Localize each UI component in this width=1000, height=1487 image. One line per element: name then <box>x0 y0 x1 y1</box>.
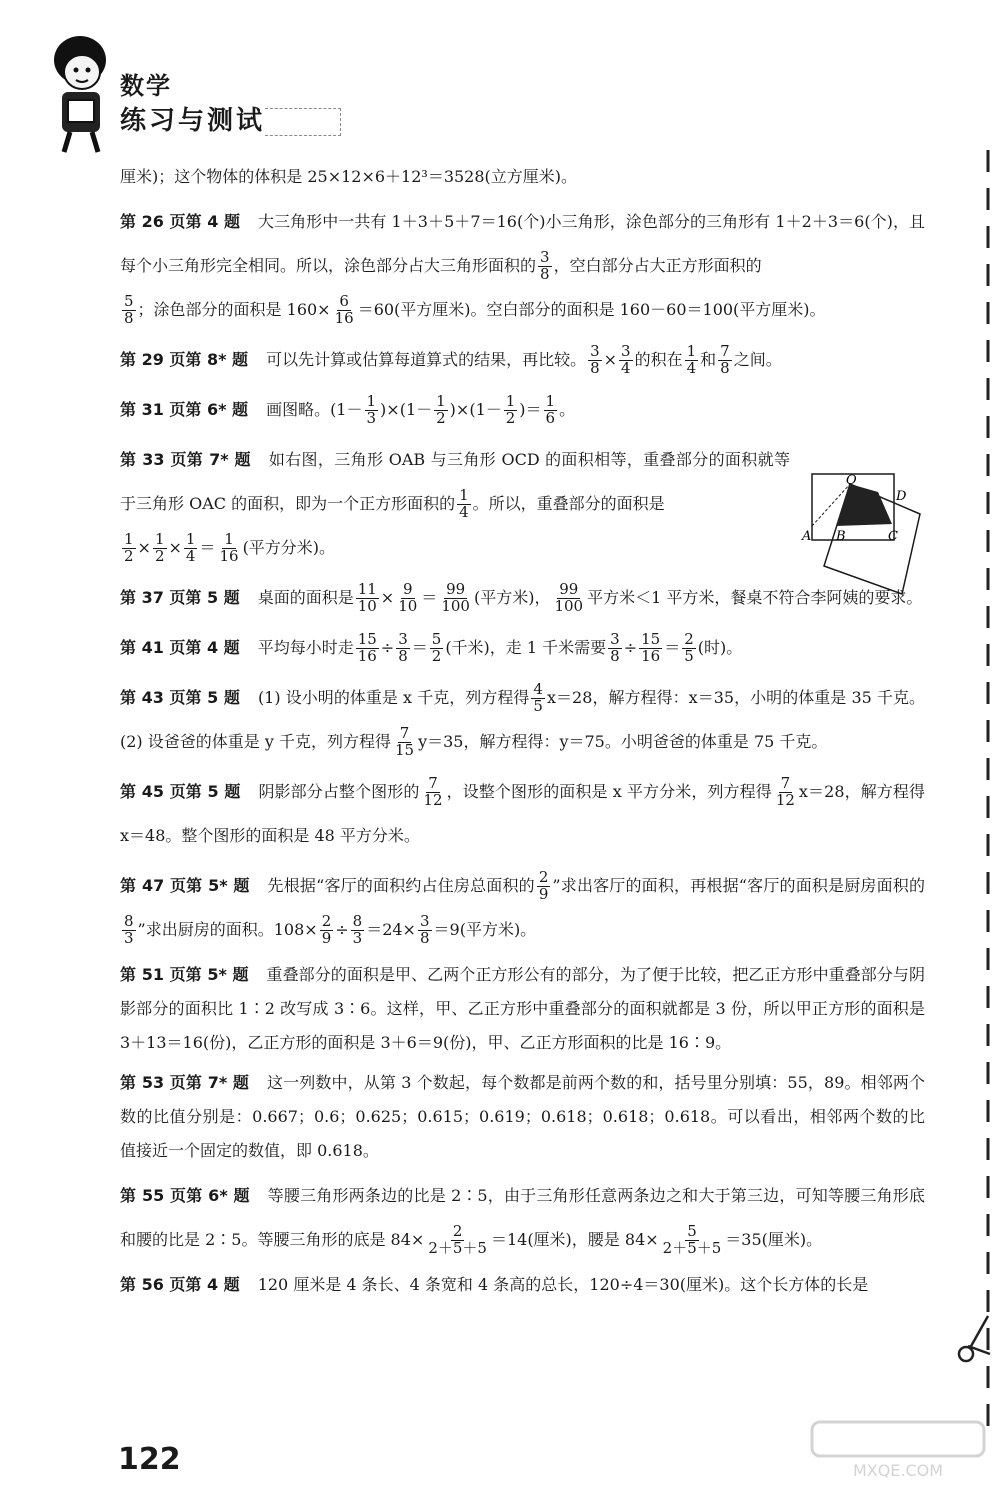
fraction-15-16 <box>639 632 662 665</box>
denominator: 3 <box>352 929 363 947</box>
text: ”求出厨房的面积。108× <box>137 920 318 939</box>
text: )×(1－ <box>449 400 502 419</box>
numerator: 1 <box>459 486 469 505</box>
denominator: 6 <box>545 409 556 427</box>
answer-p53 <box>120 1066 925 1168</box>
text: 之间。 <box>733 350 782 369</box>
fraction-3-8 <box>396 632 410 665</box>
numerator: 15 <box>357 630 377 649</box>
denominator: 8 <box>540 265 550 283</box>
question-label: 第 56 页第 4 题 <box>120 1275 240 1294</box>
header-dotted-box <box>265 108 341 136</box>
numerator: 1 <box>686 342 697 361</box>
denominator: 10 <box>357 597 377 615</box>
text: )×(1－ <box>380 400 433 419</box>
text: 画图略。(1－ <box>266 400 363 419</box>
answer-content <box>120 160 925 1308</box>
page-number: 122 <box>118 1442 181 1477</box>
fraction-7-12 <box>421 776 444 809</box>
overlapping-squares-diagram <box>800 470 930 600</box>
fraction-3-4 <box>619 344 633 377</box>
numerator: 6 <box>339 292 349 311</box>
fraction-8-3 <box>351 914 365 947</box>
fraction-2-5 <box>682 632 696 665</box>
numerator: 5 <box>124 292 134 311</box>
numerator: 5 <box>431 630 442 649</box>
denominator: 12 <box>775 791 795 809</box>
answer-p26 <box>120 200 925 332</box>
operator: ÷ <box>335 920 349 939</box>
denominator: 2＋5＋5 <box>662 1239 722 1257</box>
denominator: 2 <box>436 409 446 427</box>
answer-p55 <box>120 1174 925 1262</box>
numerator: 1 <box>505 392 516 411</box>
text: x＝28，解方程得 x＝48。整个图形的面积是 48 平方分米。 <box>120 782 925 845</box>
denominator: 5 <box>533 697 543 715</box>
question-label: 第 51 页第 5* 题 <box>120 965 249 984</box>
operator: ÷ <box>380 638 395 657</box>
question-label: 第 43 页第 5 题 <box>120 688 240 707</box>
text: 桌面的面积是 <box>257 588 354 607</box>
scissors-icon <box>952 1310 992 1370</box>
fraction-3-8 <box>608 632 622 665</box>
denominator: 4 <box>686 359 697 377</box>
numerator: 1 <box>366 392 377 411</box>
denominator: 16 <box>357 647 377 665</box>
label-d: D <box>896 489 907 504</box>
denominator: 4 <box>621 359 631 377</box>
text: 厘米)；这个物体的体积是 25×12×6＋12³＝3528(立方厘米)。 <box>120 167 578 186</box>
text: 重叠部分的面积是甲、乙两个正方形公有的部分，为了便于比较，把乙正方形中重叠部分与阴影部分的面积比 1∶2 改写成 3∶6。这样，甲、乙正方形中重叠部分的面积就都是 3 份，所以甲正方形的面积是 3＋13＝16(份)，乙正方形的面积是 3＋6＝9(份)，甲、乙正方形面积的比是 16∶9。 <box>120 965 925 1052</box>
text: ＝14(厘米)，腰是 84× <box>490 1230 659 1249</box>
question-label: 第 33 页第 7* 题 <box>120 450 251 469</box>
denominator: 8 <box>720 359 730 377</box>
fraction-1-4 <box>184 532 198 565</box>
fraction-1-2 <box>504 394 518 427</box>
subject-title: 数学 <box>120 72 172 100</box>
denominator: 15 <box>394 741 415 759</box>
fraction-11-10 <box>356 582 379 615</box>
denominator: 3 <box>124 929 134 947</box>
denominator: 12 <box>423 791 443 809</box>
text: ＝24× <box>366 920 416 939</box>
text: 。所以，重叠部分的面积是 <box>472 494 665 513</box>
fraction-9-10 <box>396 582 419 615</box>
text: 的积在 <box>634 350 683 369</box>
fraction-2-9 <box>320 914 334 947</box>
text: ＝9(平方米)。 <box>433 920 537 939</box>
fraction-2-sum <box>426 1224 489 1257</box>
numerator: 1 <box>154 530 165 549</box>
numerator: 8 <box>124 912 134 931</box>
text: ”求出客厅的面积，再根据“客厅的面积是厨房面积的 <box>552 876 925 895</box>
line-continuation <box>120 160 925 194</box>
text: (千米)，走 1 千米需要 <box>445 638 607 657</box>
numerator: 3 <box>610 630 620 649</box>
operator: ＝ <box>421 588 438 607</box>
question-label: 第 45 页第 5 题 <box>120 782 241 801</box>
denominator: 2 <box>431 647 442 665</box>
book-title: 练习与测试 <box>120 106 266 136</box>
text: ＝60(平方厘米)。空白部分的面积是 160－60＝100(平方厘米)。 <box>357 300 826 319</box>
fraction-8-3 <box>122 914 136 947</box>
answer-p45 <box>120 770 925 858</box>
fraction-3-8 <box>418 914 432 947</box>
denominator: 100 <box>554 597 584 615</box>
text: 这一列数中，从第 3 个数起，每个数都是前两个数的和，括号里分别填：55，89。相邻两个数的比值分别是：0.667；0.6；0.625；0.615；0.619；0.618；0.618；0.618。可以看出，相邻两个数的比值接近一个固定的数值，即 0.618。 <box>120 1073 925 1160</box>
numerator: 1 <box>224 530 234 549</box>
text: ，设整个图形的面积是 x 平方分米，列方程得 <box>446 782 772 801</box>
operator: ＝ <box>664 638 681 657</box>
question-label: 第 41 页第 4 题 <box>120 638 240 657</box>
denominator: 5 <box>684 647 694 665</box>
text: 和 <box>700 350 717 369</box>
operator: × <box>380 588 395 607</box>
question-label: 第 37 页第 5 题 <box>120 588 240 607</box>
denominator: 100 <box>441 597 470 615</box>
operator: × <box>137 538 151 557</box>
fraction-1-6 <box>544 394 558 427</box>
text: y＝35，解方程得：y＝75。小明爸爸的体重是 75 千克。 <box>418 732 828 751</box>
denominator: 8 <box>419 929 430 947</box>
numerator: 2 <box>452 1222 463 1241</box>
fraction-4-5 <box>531 682 545 715</box>
operator: ＝ <box>411 638 428 657</box>
cut-line-dashes <box>985 150 991 1440</box>
fraction-2-9 <box>537 870 551 903</box>
text: ；涂色部分的面积是 160× <box>137 300 331 319</box>
text: (平方分米)。 <box>242 538 336 557</box>
answer-p47 <box>120 864 925 952</box>
numerator: 3 <box>590 342 600 361</box>
denominator: 8 <box>590 359 600 377</box>
answer-p29 <box>120 338 925 382</box>
fraction-1-3 <box>365 394 379 427</box>
fraction-15-16 <box>356 632 379 665</box>
numerator: 99 <box>559 580 579 599</box>
numerator: 3 <box>540 248 550 267</box>
question-label: 第 55 页第 6* 题 <box>120 1186 250 1205</box>
numerator: 3 <box>398 630 408 649</box>
fraction-3-8 <box>538 250 552 283</box>
numerator: 2 <box>538 868 549 887</box>
numerator: 7 <box>780 774 791 793</box>
numerator: 7 <box>720 342 730 361</box>
watermark-text: MXQE.COM <box>852 1461 944 1480</box>
numerator: 5 <box>687 1222 697 1241</box>
numerator: 9 <box>402 580 413 599</box>
text: )＝ <box>519 400 542 419</box>
fraction-6-16 <box>333 294 356 327</box>
book-header <box>40 30 320 160</box>
denominator: 2＋5＋5 <box>428 1239 487 1257</box>
answer-p56 <box>120 1268 925 1302</box>
text: x＝28，解方程得：x＝35，小明的体重是 35 千克。(2) 设爸爸的体重是 y 千克，列方程得 <box>120 688 925 751</box>
answer-p41 <box>120 626 925 670</box>
numerator: 7 <box>428 774 438 793</box>
denominator: 9 <box>321 929 332 947</box>
fraction-5-2 <box>430 632 444 665</box>
numerator: 11 <box>357 580 377 599</box>
fraction-1-4 <box>685 344 699 377</box>
fraction-99-100 <box>552 582 585 615</box>
answer-p43 <box>120 676 925 764</box>
fraction-1-4 <box>457 488 471 521</box>
label-o: O <box>846 473 857 488</box>
question-label: 第 31 页第 6* 题 <box>120 400 249 419</box>
fraction-7-15 <box>393 726 416 759</box>
text: ，空白部分占大正方形面积的 <box>553 256 762 275</box>
question-label: 第 26 页第 4 题 <box>120 212 241 231</box>
watermark-logo <box>808 1420 988 1480</box>
text: (平方米)， <box>473 588 551 607</box>
numerator: 15 <box>641 630 661 649</box>
text: 120 厘米是 4 条长、4 条宽和 4 条高的总长，120÷4＝30(厘米)。这个长方体的长是 <box>257 1275 869 1294</box>
text: (1) 设小明的体重是 x 千克，列方程得 <box>257 688 530 707</box>
text: 可以先计算或估算每道算式的结果，再比较。 <box>266 350 587 369</box>
numerator: 2 <box>684 630 694 649</box>
label-a: A <box>802 529 812 544</box>
fraction-7-8 <box>718 344 732 377</box>
denominator: 4 <box>185 547 196 565</box>
text: × <box>603 350 618 369</box>
numerator: 3 <box>621 342 631 361</box>
denominator: 2 <box>154 547 165 565</box>
denominator: 8 <box>610 647 620 665</box>
denominator: 9 <box>538 885 549 903</box>
denominator: 3 <box>366 409 377 427</box>
text: 平方米＜1 平方米，餐桌不符合李阿姨的要求。 <box>587 588 923 607</box>
fraction-99-100 <box>439 582 472 615</box>
numerator: 1 <box>545 392 556 411</box>
numerator: 1 <box>436 392 446 411</box>
text: ＝35(厘米)。 <box>725 1230 823 1249</box>
operator: × <box>168 538 182 557</box>
denominator: 16 <box>219 547 239 565</box>
overlap-shaded-region <box>836 484 892 526</box>
text: 先根据“客厅的面积约占住房总面积的 <box>267 876 535 895</box>
question-label: 第 47 页第 5* 题 <box>120 876 250 895</box>
denominator: 8 <box>398 647 408 665</box>
fraction-5-8 <box>122 294 136 327</box>
numerator: 1 <box>124 530 134 549</box>
denominator: 2 <box>124 547 134 565</box>
operator: ÷ <box>623 638 638 657</box>
denominator: 16 <box>334 309 354 327</box>
answer-p31 <box>120 388 925 432</box>
label-b: B <box>836 529 846 544</box>
denominator: 8 <box>124 309 134 327</box>
text: 。 <box>559 400 576 419</box>
fraction-1-2 <box>434 394 448 427</box>
text: 阴影部分占整个图形的 <box>258 782 420 801</box>
fraction-1-2 <box>153 532 167 565</box>
question-label: 第 53 页第 7* 题 <box>120 1073 250 1092</box>
label-c: C <box>888 529 898 544</box>
denominator: 10 <box>398 597 418 615</box>
fraction-1-16 <box>217 532 240 565</box>
numerator: 1 <box>185 530 196 549</box>
text: 平均每小时走 <box>257 638 354 657</box>
fraction-7-12 <box>774 776 797 809</box>
text: (时)。 <box>697 638 743 657</box>
text: 等腰三角形两条边的比是 2∶5，由于三角形任意两条边之和大于第三边，可知等腰三角形底和腰的比是 2∶5。等腰三角形的底是 84× <box>120 1186 925 1249</box>
student-mascot-icon <box>40 30 120 160</box>
denominator: 16 <box>641 647 661 665</box>
denominator: 2 <box>505 409 516 427</box>
numerator: 7 <box>399 724 410 743</box>
text: 大三角形中一共有 1＋3＋5＋7＝16(个)小三角形，涂色部分的三角形有 1＋2＋3＝6(个)，且每个小三角形完全相同。所以，涂色部分占大三角形面积的 <box>120 212 925 275</box>
fraction-5-sum <box>661 1224 724 1257</box>
fraction-1-2 <box>122 532 136 565</box>
answer-p33 <box>120 438 790 570</box>
question-label: 第 29 页第 8* 题 <box>120 350 249 369</box>
answer-p51 <box>120 958 925 1060</box>
operator: ＝ <box>199 538 216 557</box>
numerator: 4 <box>533 680 543 699</box>
denominator: 4 <box>459 503 469 521</box>
fraction-3-8 <box>588 344 602 377</box>
numerator: 3 <box>419 912 430 931</box>
text: 如右图，三角形 OAB 与三角形 OCD 的面积相等，重叠部分的面积就等于三角形 OAC 的面积，即为一个正方形面积的 <box>120 450 790 513</box>
numerator: 99 <box>446 580 466 599</box>
numerator: 2 <box>321 912 332 931</box>
numerator: 8 <box>352 912 363 931</box>
